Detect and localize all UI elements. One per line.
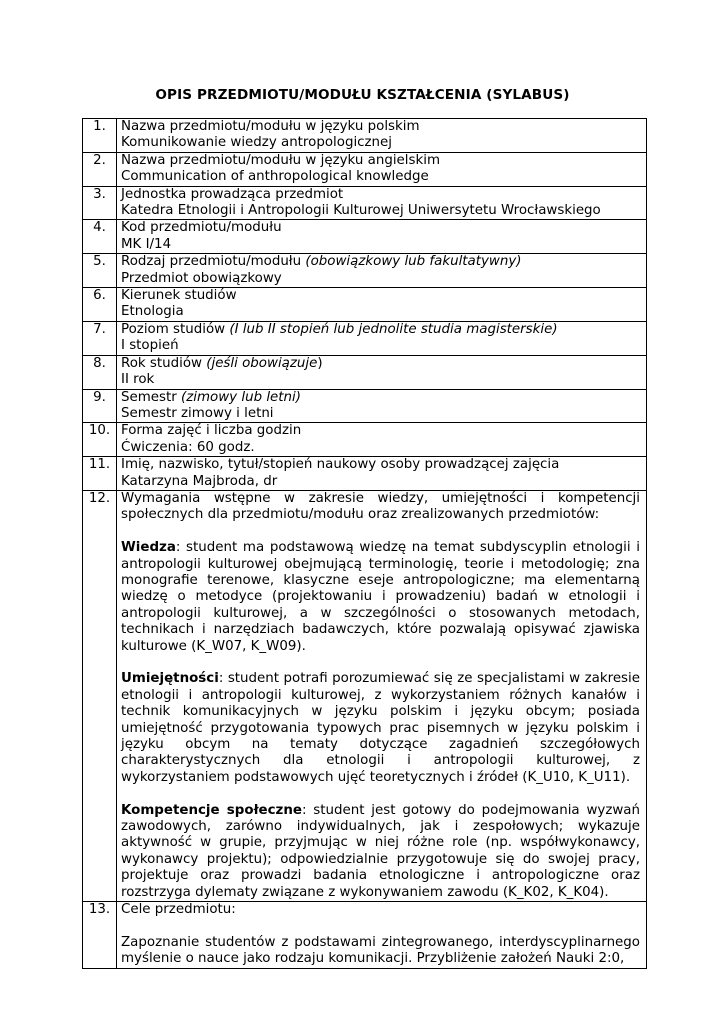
field-value: Przedmiot obowiązkowy (121, 270, 282, 286)
field-label: Nazwa przedmiotu/modułu w języku polskim (121, 119, 420, 134)
field-value: I stopień (121, 338, 179, 354)
table-row (83, 321, 647, 355)
row-number: 3. (83, 186, 117, 220)
field-label: Kierunek studiów (121, 288, 237, 304)
course-goals-cell (117, 902, 647, 969)
requirements-cell (117, 490, 647, 901)
field-hint: (zimowy lub letni) (181, 389, 301, 405)
row-number: 2. (83, 152, 117, 186)
course-goals-label: Cele przedmiotu: (121, 902, 236, 918)
row-content (117, 288, 647, 322)
table-row (83, 423, 647, 457)
row-content (117, 119, 647, 153)
field-label: Kod przedmiotu/modułu (121, 220, 282, 236)
table-row (83, 490, 647, 901)
row-content (117, 152, 647, 186)
field-value: Ćwiczenia: 60 godz. (121, 439, 255, 455)
field-value: Katedra Etnologii i Antropologii Kulturowej Uniwersytetu Wrocławskiego (121, 203, 601, 219)
field-value: Communication of anthropological knowledge (121, 169, 429, 185)
row-number: 4. (83, 220, 117, 254)
document-title: OPIS PRZEDMIOTU/MODUŁU KSZTAŁCENIA (SYLABUS) (155, 87, 570, 103)
row-number: 7. (83, 321, 117, 355)
row-number: 1. (83, 119, 117, 153)
field-label: Forma zajęć i liczba godzin (121, 423, 302, 439)
row-number: 10. (83, 423, 117, 457)
table-row (83, 288, 647, 322)
syllabus-table (82, 118, 647, 969)
field-value: Semestr zimowy i letni (121, 405, 274, 421)
field-label: Imię, nazwisko, tytuł/stopień naukowy osoby prowadzącej zajęcia (121, 457, 560, 473)
field-label: Rodzaj przedmiotu/modułu (obowiązkowy lub fakultatywny) (121, 254, 522, 270)
table-row (83, 254, 647, 288)
field-hint: (obowiązkowy lub fakultatywny) (305, 254, 522, 270)
field-label: Nazwa przedmiotu/modułu w języku angielskim (121, 152, 440, 168)
field-label: Poziom studiów (I lub II stopień lub jednolite studia magisterskie) (121, 321, 558, 337)
table-row (83, 902, 647, 969)
row-content (117, 186, 647, 220)
requirements-skills: Umiejętności: student potrafi porozumiewać się ze specjalistami w zakresie etnologii i antropologii kulturowej, z wykorzystaniem różnych kanałów i technik komunikacyjnych w języku polskim i języku obcym; posiada umiejętność przygotowania typowych prac pisemnych w języku polskim i języku obcym na tematy dotyczące zagadnień szczegółowych charakterystycznych dla etnologii i antropologii kulturowej, z wykorzystaniem podstawowych ujęć teoretycznych i źródeł (K_U10, K_U11). (121, 671, 640, 785)
table-row (83, 186, 647, 220)
row-number: 5. (83, 254, 117, 288)
row-content (117, 220, 647, 254)
table-row (83, 389, 647, 423)
field-label: Jednostka prowadząca przedmiot (121, 186, 344, 202)
field-hint: (I lub II stopień lub jednolite studia magisterskie) (229, 321, 558, 337)
requirements-social-competences: Kompetencje społeczne: student jest gotowy do podejmowania wyzwań zawodowych, zarówno indywidualnych, jak i zespołowych; wykazuje aktywność w grupie, przyjmując w niej różne role (np. współwykonawcy, wykonawcy projektu); odpowiedzialnie przygotowuje się do swojej pracy, projektuje oraz prowadzi badania etnologiczne i antropologiczne oraz rozstrzyga dylematy związane z wykonywaniem zawodu (K_K02, K_K04). (121, 802, 640, 900)
table-row (83, 220, 647, 254)
requirements-knowledge: Wiedza: student ma podstawową wiedzę na temat subdyscyplin etnologii i antropologii kulturowej obejmującą terminologię, teorie i metodologię; zna monografie terenowe, klasyczne eseje antropologiczne; ma elementarną wiedzę o metodyce (projektowaniu i prowadzeniu) badań w etnologii i antropologii kulturowej, a w szczególności o stosowanych metodach, technikach i narzędziach badawczych, które pozwalają opisywać zjawiska kulturowe (K_W07, K_W09). (121, 540, 640, 654)
table-row (83, 355, 647, 389)
row-number: 11. (83, 457, 117, 491)
row-content (117, 423, 647, 457)
row-number: 8. (83, 355, 117, 389)
field-value: Etnologia (121, 304, 184, 320)
row-content (117, 321, 647, 355)
course-goals-text: Zapoznanie studentów z podstawami zintegrowanego, interdyscyplinarnego myślenie o nauce jako rodzaju komunikacji. Przybliżenie założeń Nauki 2:0, (121, 934, 640, 967)
field-label: Semestr (zimowy lub letni) (121, 389, 301, 405)
field-hint: (jeśli obowiązuje (206, 355, 318, 371)
row-number: 9. (83, 389, 117, 423)
row-number: 12. (83, 490, 117, 901)
field-value: Komunikowanie wiedzy antropologicznej (121, 135, 393, 151)
requirements-intro: Wymagania wstępne w zakresie wiedzy, umiejętności i kompetencji społecznych dla przedmiotu/modułu oraz zrealizowanych przedmiotów: (121, 490, 640, 523)
row-number: 6. (83, 288, 117, 322)
row-content (117, 355, 647, 389)
table-row (83, 457, 647, 491)
table-row (83, 152, 647, 186)
field-label: Rok studiów (jeśli obowiązuje) (121, 355, 323, 371)
field-value: II rok (121, 372, 155, 388)
row-content (117, 457, 647, 491)
table-row (83, 119, 647, 153)
row-content (117, 254, 647, 288)
row-content (117, 389, 647, 423)
field-value: Katarzyna Majbroda, dr (121, 473, 278, 489)
field-value: MK I/14 (121, 236, 172, 252)
row-number: 13. (83, 902, 117, 969)
